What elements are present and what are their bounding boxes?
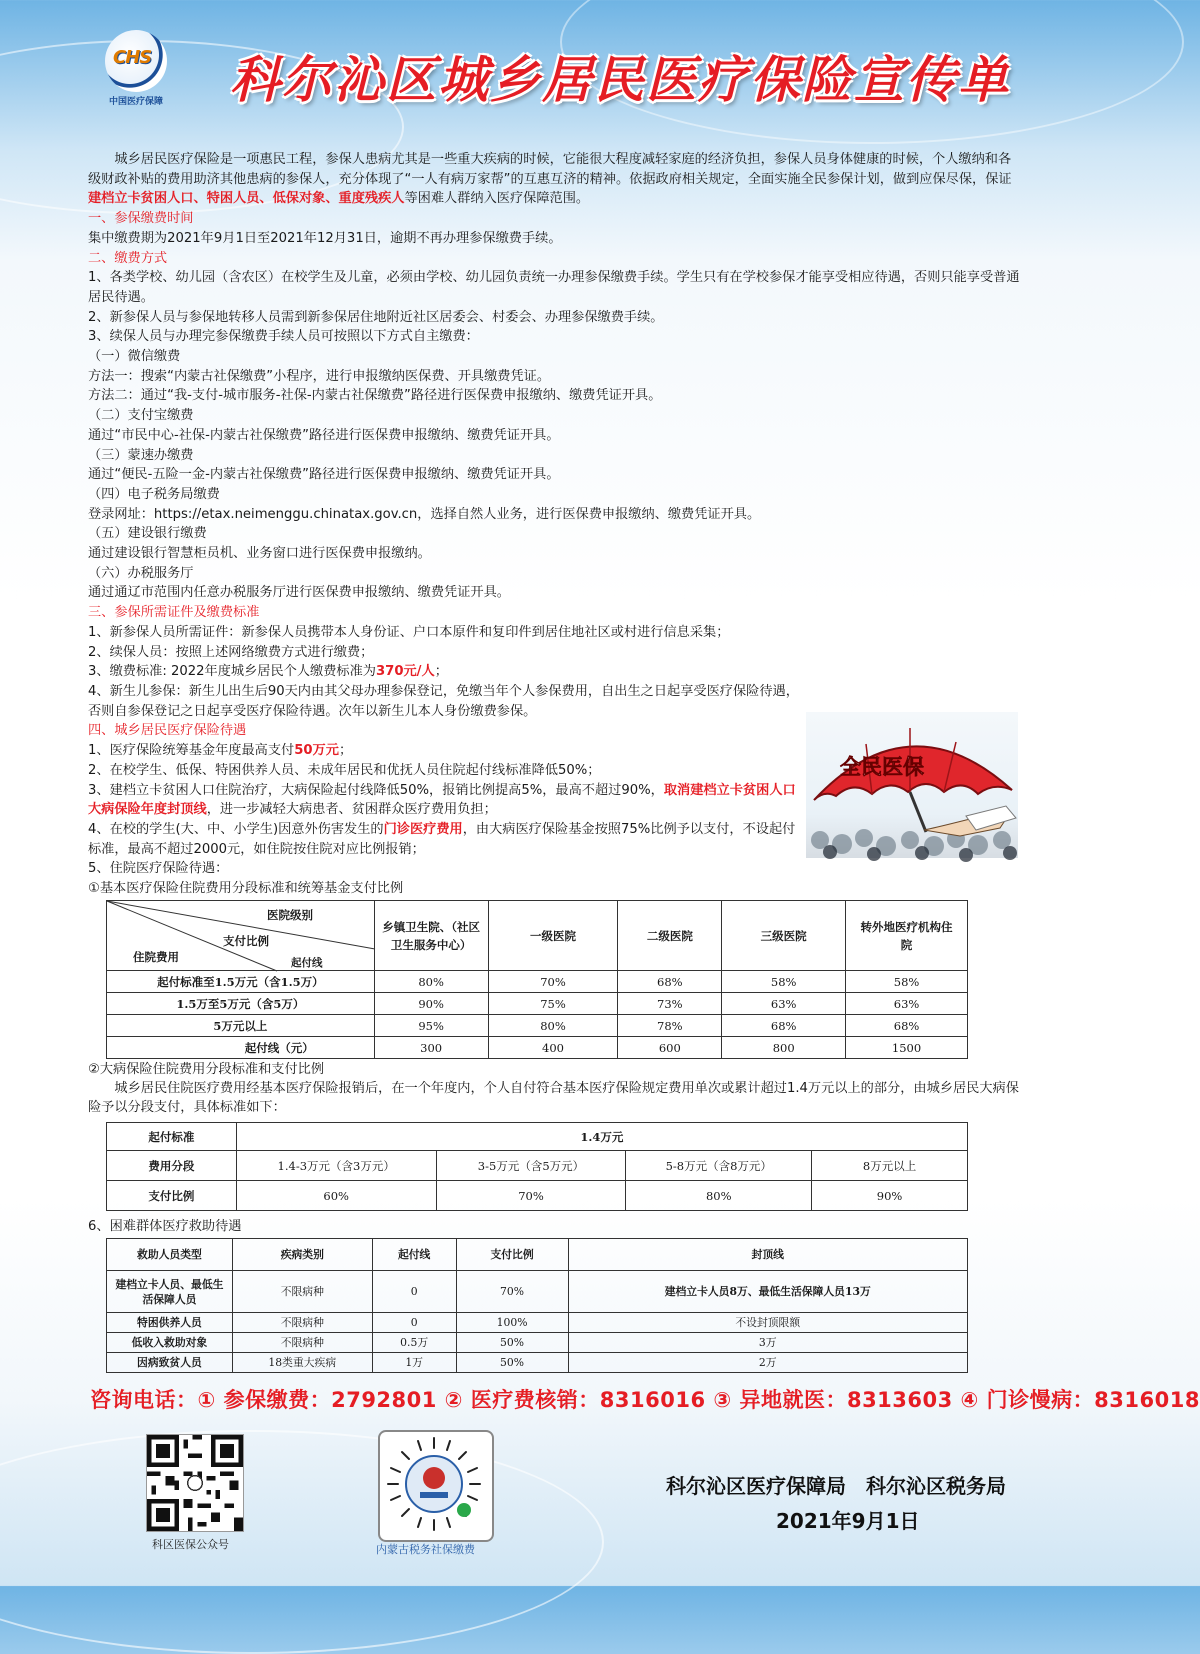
table-cell: 80% bbox=[374, 971, 488, 993]
etax-heading: （四）电子税务局缴费 bbox=[88, 486, 220, 502]
table-cell: 1500 bbox=[846, 1037, 968, 1059]
table-cell: 70% bbox=[456, 1271, 568, 1313]
section4-item4: 4、在校的学生(大、中、小学生)因意外伤害发生的门诊医疗费用，由大病医疗保险基金按照75%比例予以支付，不设起付标准，最高不超过2000元，如住院按住院对应比例报销； bbox=[88, 821, 796, 857]
table-cell: 400 bbox=[488, 1037, 618, 1059]
table-row bbox=[107, 1333, 968, 1353]
section1-heading: 一、参保缴费时间 bbox=[88, 211, 194, 227]
table2-description: 城乡居民住院医疗费用经基本医疗保险报销后，在一个年度内，个人自付符合基本医疗保险规定费用单次或累计超过1.4万元以上的部分，由城乡居民大病保险予以分段支付，具体标准如下： bbox=[88, 1081, 1019, 1115]
table-row bbox=[107, 1313, 968, 1333]
table-cell: 0 bbox=[372, 1271, 456, 1313]
inpatient-ratio-table bbox=[106, 900, 968, 1059]
table-cell: 90% bbox=[374, 993, 488, 1015]
ccb-heading: （五）建设银行缴费 bbox=[88, 526, 207, 542]
qr-caption-1: 科区医保公众号 bbox=[152, 1538, 229, 1551]
mengsu-heading: （三）蒙速办缴费 bbox=[88, 447, 194, 463]
table-cell: 3-5万元（含5万元） bbox=[436, 1151, 626, 1181]
section4-item2: 2、在校学生、低保、特困供养人员、未成年居民和优抚人员住院起付线标准降低50%； bbox=[88, 762, 601, 778]
table-cell: 95% bbox=[374, 1015, 488, 1037]
row-label: 起付标准至1.5万元（含1.5万） bbox=[107, 971, 375, 993]
section4-heading: 四、城乡居民医疗保险待遇 bbox=[88, 723, 247, 739]
table1-header: 三级医院 bbox=[722, 901, 846, 971]
table-cell: 68% bbox=[618, 971, 722, 993]
table-cell: 60% bbox=[236, 1181, 436, 1211]
section2-item3: 3、续保人员与办理完参保缴费手续人员可按照以下方式自主缴费： bbox=[88, 329, 479, 345]
row-label: 1.5万至5万元（含5万） bbox=[107, 993, 375, 1015]
corner-threshold: 起付线 bbox=[291, 957, 323, 969]
alipay-text: 通过“市民中心-社保-内蒙古社保缴费”路径进行医保费申报缴纳、缴费凭证开具。 bbox=[88, 427, 560, 443]
table-cell: 5-8万元（含8万元） bbox=[626, 1151, 812, 1181]
section4-item1: 1、医疗保险统筹基金年度最高支付50万元； bbox=[88, 743, 353, 759]
section3-item3: 3、缴费标准: 2022年度城乡居民个人缴费标准为370元/人； bbox=[88, 664, 448, 680]
section3-item4: 4、新生儿参保：新生儿出生后90天内由其父母办理参保登记，免缴当年个人参保费用，自出生之日起享受医疗保险待遇，否则自参保登记之日起享受医疗保险待遇。次年以新生儿本人身份缴费参保。 bbox=[88, 683, 799, 719]
alipay-heading: （二）支付宝缴费 bbox=[88, 408, 194, 424]
table-cell: 50% bbox=[456, 1333, 568, 1353]
table-row bbox=[107, 1271, 968, 1313]
table1-header: 乡镇卫生院、（社区卫生服务中心） bbox=[374, 901, 488, 971]
tax-hall-text: 通过通辽市范围内任意办税服务厅进行医保费申报缴纳、缴费凭证开具。 bbox=[88, 585, 510, 601]
umbrella-illustration bbox=[806, 712, 1018, 858]
qr-code-icon[interactable] bbox=[146, 1434, 244, 1532]
corner-fee: 住院费用 bbox=[133, 950, 179, 964]
table-cell: 58% bbox=[846, 971, 968, 993]
table-cell: 低收入救助对象 bbox=[107, 1333, 233, 1353]
table-cell: 0 bbox=[372, 1313, 456, 1333]
table-cell: 80% bbox=[626, 1181, 812, 1211]
etax-text: 登录网址：https://etax.neimenggu.chinatax.gov.cn，选择自然人业务，进行医保费申报缴纳、缴费凭证开具。 bbox=[88, 506, 761, 522]
table-cell: 63% bbox=[846, 993, 968, 1015]
intro-highlight: 建档立卡贫困人口、特困人员、低保对象、重度残疾人 bbox=[88, 191, 405, 207]
intro-paragraph: 城乡居民医疗保险是一项惠民工程，参保人患病尤其是一些重大疾病的时候，它能很大程度减轻家庭的经济负担，参保人员身体健康的时候，个人缴纳和各级财政补贴的费用助济其他患病的参保人，充分体现了“一人有病万家帮”的互惠互济的精神。依据政府相关规定，全面实施全民参保计划，做到应保尽保，保证建档立卡贫困人口、特困人员、低保对象、重度残疾人等困难人群纳入医疗保障范围。 bbox=[88, 152, 1012, 207]
umbrella-icon bbox=[806, 712, 1018, 858]
table-cell: 63% bbox=[722, 993, 846, 1015]
table2-caption: ②大病保险住院费用分段标准和支付比例 bbox=[88, 1062, 325, 1077]
table-row bbox=[107, 1015, 968, 1037]
table-cell: 50% bbox=[456, 1353, 568, 1373]
corner-ratio: 支付比例 bbox=[223, 934, 269, 948]
table-cell: 18类重大疾病 bbox=[232, 1353, 372, 1373]
table-cell: 1.4-3万元（含3万元） bbox=[236, 1151, 436, 1181]
table-cell: 80% bbox=[488, 1015, 618, 1037]
table-cell: 600 bbox=[618, 1037, 722, 1059]
corner-level: 医院级别 bbox=[267, 908, 313, 922]
table-row bbox=[107, 1353, 968, 1373]
table3-caption: 6、困难群体医疗救助待遇 bbox=[88, 1219, 242, 1234]
table-cell: 75% bbox=[488, 993, 618, 1015]
table-cell: 1.4万元 bbox=[236, 1123, 967, 1151]
table-cell: 1万 bbox=[372, 1353, 456, 1373]
table1-header: 二级医院 bbox=[618, 901, 722, 971]
row-label: 费用分段 bbox=[107, 1151, 237, 1181]
serious-illness-table bbox=[106, 1122, 968, 1211]
assistance-table bbox=[106, 1238, 968, 1373]
section3-heading: 三、参保所需证件及缴费标准 bbox=[88, 605, 260, 621]
table-cell: 不限病种 bbox=[232, 1313, 372, 1333]
table3-header: 救助人员类型 bbox=[107, 1239, 233, 1271]
wechat-method1: 方法一：搜索“内蒙古社保缴费”小程序，进行申报缴纳医保费、开具缴费凭证。 bbox=[88, 368, 551, 384]
table-cell: 2万 bbox=[568, 1353, 968, 1373]
table3-header: 起付线 bbox=[372, 1239, 456, 1271]
table-cell: 3万 bbox=[568, 1333, 968, 1353]
umbrella-label: 全民医保 bbox=[840, 755, 924, 779]
table-cell: 不设封顶限额 bbox=[568, 1313, 968, 1333]
table-cell: 8万元以上 bbox=[812, 1151, 968, 1181]
row-label: 起付标准 bbox=[107, 1123, 237, 1151]
table-cell: 90% bbox=[812, 1181, 968, 1211]
table-cell: 建档立卡人员、最低生活保障人员 bbox=[107, 1271, 233, 1313]
logo-caption: 中国医疗保障 bbox=[108, 97, 163, 107]
section2-item1: 1、各类学校、幼儿园（含农区）在校学生及儿童，必须由学校、幼儿园负责统一办理参保缴费手续。学生只有在学校参保才能享受相应待遇，否则只能享受普通居民待遇。 bbox=[88, 270, 1020, 305]
table-cell: 800 bbox=[722, 1037, 846, 1059]
row-label: 5万元以上 bbox=[107, 1015, 375, 1037]
chs-emblem-icon: CHS bbox=[105, 30, 167, 92]
section3-item1: 1、新参保人员所需证件：新参保人员携带本人身份证、户口本原件和复印件到居住地社区或村进行信息采集； bbox=[88, 624, 730, 640]
section4-item3: 3、建档立卡贫困人口住院治疗，大病保险起付线降低50%，报销比例提高5%，最高不超过90%，取消建档立卡贫困人口大病保险年度封顶线，进一步减轻大病患者、贫困群众医疗费用负担； bbox=[88, 782, 796, 818]
table2-intro bbox=[88, 1060, 1020, 1117]
table-cell: 70% bbox=[488, 971, 618, 993]
table-cell: 70% bbox=[436, 1181, 626, 1211]
chs-logo bbox=[100, 30, 172, 110]
table-cell: 建档立卡人员8万、最低生活保障人员13万 bbox=[568, 1271, 968, 1313]
background-swirl bbox=[0, 1430, 604, 1654]
qr-caption-2: 内蒙古税务社保缴费 bbox=[376, 1543, 475, 1556]
wechat-heading: （一）微信缴费 bbox=[88, 349, 181, 365]
table-corner-cell bbox=[107, 901, 375, 971]
mengsu-text: 通过“便民-五险一金-内蒙古社保缴费”路径进行医保费申报缴纳、缴费凭证开具。 bbox=[88, 467, 560, 483]
table-cell: 0.5万 bbox=[372, 1333, 456, 1353]
wechat-method2: 方法二：通过“我-支付-城市服务-社保-内蒙古社保缴费”路径进行医保费申报缴纳、缴费凭证开具。 bbox=[88, 388, 662, 404]
section3-item2: 2、续保人员：按照上述网络缴费方式进行缴费； bbox=[88, 644, 374, 660]
table-cell: 100% bbox=[456, 1313, 568, 1333]
hotline-info: 咨询电话：① 参保缴费：2792801 ② 医疗费核销：8316016 ③ 异地就医：8313603 ④ 门诊慢病：8316018 bbox=[90, 1388, 1200, 1412]
issue-date: 2021年9月1日 bbox=[776, 1509, 920, 1533]
table3-header: 支付比例 bbox=[456, 1239, 568, 1271]
section2-item2: 2、新参保人员与参保地转移人员需到新参保居住地附近社区居委会、村委会、办理参保缴费手续。 bbox=[88, 309, 664, 325]
table-row bbox=[107, 971, 968, 993]
section1-text: 集中缴费期为2021年9月1日至2021年12月31日，逾期不再办理参保缴费手续。 bbox=[88, 230, 562, 246]
table-cell: 68% bbox=[722, 1015, 846, 1037]
ccb-text: 通过建设银行智慧柜员机、业务窗口进行医保费申报缴纳。 bbox=[88, 546, 431, 562]
table-cell: 73% bbox=[618, 993, 722, 1015]
table3-header: 疾病类别 bbox=[232, 1239, 372, 1271]
page-title: 科尔沁区城乡居民医疗保险宣传单 bbox=[230, 51, 1010, 109]
issuer-signature: 科尔沁区医疗保障局 科尔沁区税务局 bbox=[666, 1474, 1006, 1498]
section2-heading: 二、缴费方式 bbox=[88, 250, 168, 266]
tax-hall-heading: （六）办税服务厅 bbox=[88, 565, 194, 581]
table-cell: 68% bbox=[846, 1015, 968, 1037]
table1-header: 一级医院 bbox=[488, 901, 618, 971]
table-row bbox=[107, 993, 968, 1015]
table-cell: 不限病种 bbox=[232, 1271, 372, 1313]
row-label: 支付比例 bbox=[107, 1181, 237, 1211]
table1-header: 转外地医疗机构住院 bbox=[846, 901, 968, 971]
table1-caption: ①基本医疗保险住院费用分段标准和统筹基金支付比例 bbox=[88, 881, 404, 897]
table-cell: 300 bbox=[374, 1037, 488, 1059]
table3-header: 封顶线 bbox=[568, 1239, 968, 1271]
section4-item5: 5、住院医疗保险待遇： bbox=[88, 861, 229, 877]
mini-program-code-icon[interactable] bbox=[378, 1430, 494, 1542]
table-cell: 78% bbox=[618, 1015, 722, 1037]
table-row bbox=[107, 1037, 968, 1059]
row-label: 起付线（元） bbox=[107, 1037, 375, 1059]
table-cell: 因病致贫人员 bbox=[107, 1353, 233, 1373]
table-cell: 58% bbox=[722, 971, 846, 993]
table-cell: 特困供养人员 bbox=[107, 1313, 233, 1333]
table-cell: 不限病种 bbox=[232, 1333, 372, 1353]
